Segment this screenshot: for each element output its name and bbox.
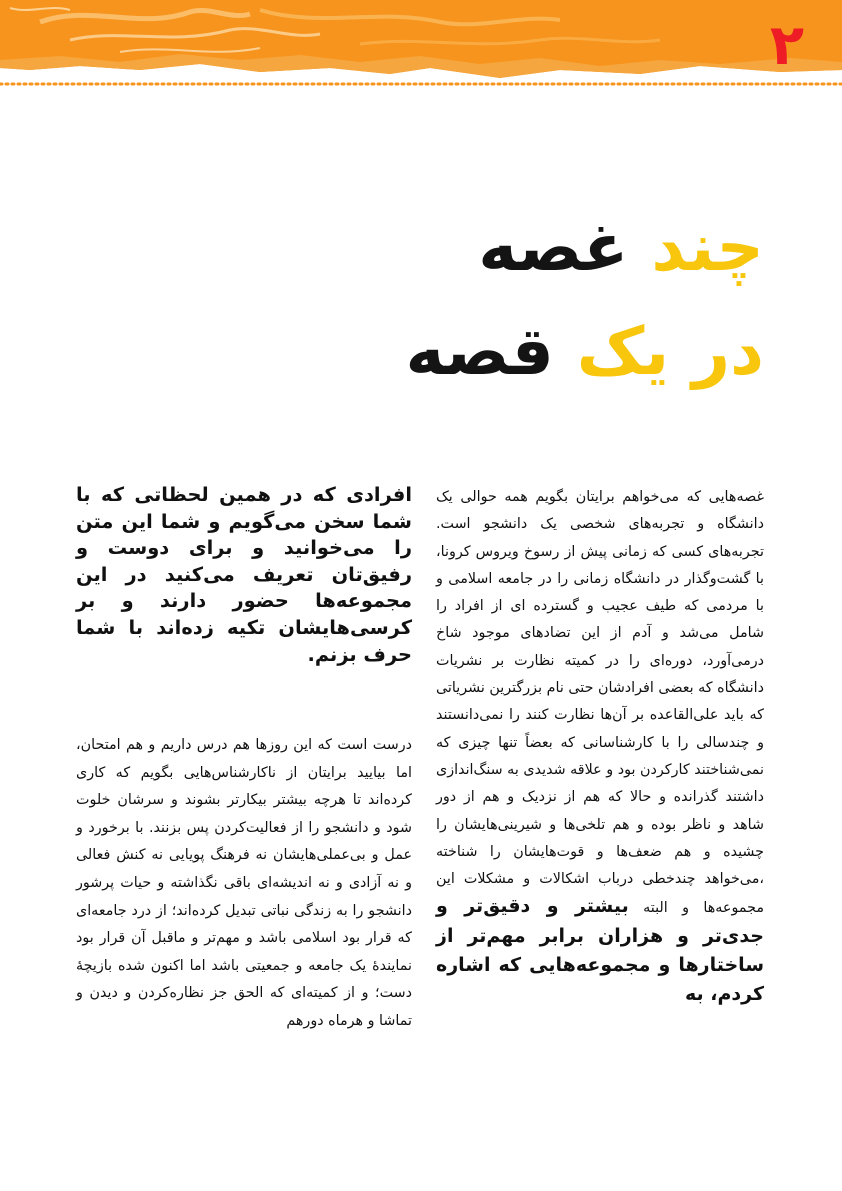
title-word-black-1: غصه <box>478 209 629 286</box>
title-line-2 <box>244 300 764 404</box>
left-column-body: درست است که این روزها هم درس داریم و هم امتحان، اما بیایید برایتان از ناکارشناس‌هایی بگویم که کاری کرده‌اند تا هرچه بیشتر بیکارتر بشوند و سرشان خلوت شود و دانشجو را از فعالیت‌کردن پس بزنند. با برخورد و عمل و بی‌عملی‌هایشان نه فرهنگ پویایی نه کنش فعالی و نه آزادی و نه اندیشه‌ای باقی نگذاشته و حیات پرشور دانشجو را به زندگی نباتی تبدیل کرده‌اند؛ از درد جامعه‌ای که قرار بود اسلامی باشد و مهم‌تر و ماقبل آن قرار بود نمایندهٔ یک جامعه و جمعیتی باشد اما اکنون شده بازیچهٔ دست؛ و از کمیته‌ای که الحق جز نظاره‌کردن و دیدن و تماشا و هرماه دورهم <box>76 737 412 1029</box>
title-word-yellow-1: چند <box>651 209 764 286</box>
title-word-black-2: قصه <box>405 313 554 390</box>
right-column <box>436 484 764 1011</box>
right-column-emphasis: بیشتر و دقیق‌تر و جدی‌تر و هزاران برابر مهم‌تر از ساختارها و مجموعه‌هایی که اشاره کردم، به <box>436 895 764 1006</box>
header-banner <box>0 0 842 92</box>
title-word-yellow-2: در یک <box>576 313 764 390</box>
title-line-1 <box>244 196 764 300</box>
page-number: ۲ <box>769 13 804 78</box>
right-column-body: غصه‌هایی که می‌خواهم برایتان بگویم همه حوالی یک دانشگاه و تجربه‌های شخصی یک دانشجو است. تجربه‌های کسی که زمانی پیش از رسوخ ویروس کرونا، با گشت‌وگذار در دانشگاه زمانی را در جامعه اسلامی و با مردمی که طیف عجیب و گسترده ای از افراد را شامل می‌شد و آدم از این تضادهای موجود شاخ درمی‌آورد، دوره‌ای را در کمیته نظارت بر نشریات دانشگاه که بعضی افرادشان حتی نام بزرگترین نشریاتی که باید علی‌القاعده بر آن‌ها نظارت کنند را نمی‌دانستند و چندسالی را با کارشناسانی که بعضاً تنها چیزی که نمی‌شناختند کارکردن بود و علاقه شدیدی به سنگ‌اندازی داشتند گذرانده و حالا که هم از نزدیک و هم از دور شاهد و ناظر بوده و هم تلخی‌ها و شیرینی‌هایشان را چشیده و هم ضعف‌ها و قوت‌هایشان را شناخته ،می‌خواهد چندخطی درباب اشکالات و مشکلات این مجموعه‌ها و البته <box>436 489 765 917</box>
left-column-lead: افرادی که در همین لحظاتی که با شما سخن می‌گویم و شما این متن را می‌خوانید و برای دوست و رفیق‌تان تعریف می‌کنید در این مجموعه‌ها حضور دارند و بر کرسی‌هایشان تکیه زده‌اند با شما حرف بزنم. <box>76 483 412 666</box>
brush-stroke-banner <box>0 0 842 92</box>
page-title <box>244 196 764 404</box>
